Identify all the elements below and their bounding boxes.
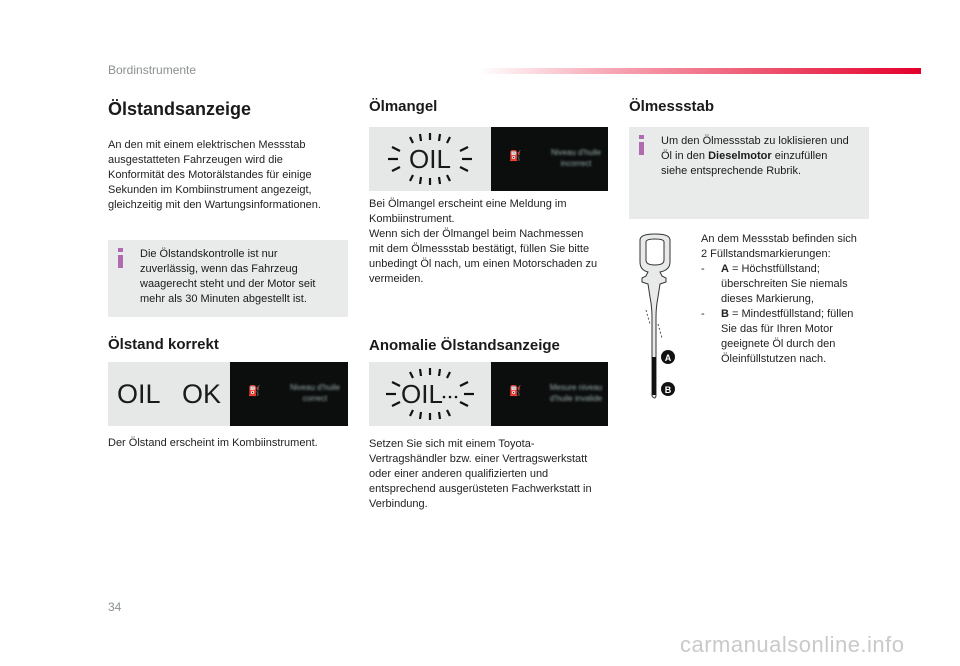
page-number: 34 <box>108 600 122 614</box>
oil-invalid-display-image <box>369 362 608 426</box>
display-message: Niveau d'huile incorrect <box>550 148 601 168</box>
dash: - <box>701 263 705 275</box>
mark-a-text: A = Höchstfüllstand; überschreiten Sie niemals dieses Markierung, <box>721 263 848 305</box>
display-message: Mesure niveau d'huile invalide <box>549 383 603 403</box>
dash: - <box>701 308 705 320</box>
oil-label: OIL <box>401 378 443 409</box>
title-oelmangel: Ölmangel <box>369 98 438 115</box>
section-header: Bordinstrumente <box>108 63 197 77</box>
oil-can-icon: ⛽ <box>248 386 261 397</box>
mark-b-text: B = Mindestfüllstand; füllen Sie das für Ihren Motor geeignete Öl durch den Öleinfüllstutzen nach. <box>721 308 854 365</box>
marker-a-icon: A <box>664 353 672 363</box>
oelmangel-text: Bei Ölmangel erscheint eine Meldung im Kombiinstrument. Wenn sich der Ölmangel beim Nachmessen mit dem Ölmessstab bestätigt, füllen Sie bitte unbedingt Öl nach, um einen Motorschaden zu vermeiden. <box>369 198 598 285</box>
korrekt-text: Der Ölstand erscheint im Kombiinstrument. <box>108 437 318 449</box>
header-bar <box>478 68 921 74</box>
title-oelstand-korrekt: Ölstand korrekt <box>108 336 219 353</box>
info-box-left <box>108 240 348 317</box>
title-oelmessstab: Ölmessstab <box>629 98 715 115</box>
display-message: Niveau d'huile correct <box>289 383 340 403</box>
info-icon <box>118 248 123 268</box>
oil-can-icon: ⛽ <box>509 386 522 397</box>
info-text: Die Ölstandskontrolle ist nur zuverlässig, wenn das Fahrzeug waagerecht steht und der Motor seit mehr als 30 Minuten abgestellt ist. <box>140 248 316 305</box>
oil-label: OIL <box>409 143 451 174</box>
watermark: carmanualsonline.info <box>680 632 905 657</box>
info-text: Um den Ölmessstab zu loklisieren und Öl in den Dieselmotor einzufüllen siehe entsprechende Rubrik. <box>661 135 849 177</box>
title-anomalie: Anomalie Ölstandsanzeige <box>369 337 560 354</box>
anomalie-text: Setzen Sie sich mit einem Toyota- Vertragshändler bzw. einer Vertragswerkstatt oder einer anderen qualifizierten und entsprechend ausgerüsteten Fachwerkstatt in Verbindung. <box>369 438 592 510</box>
info-icon <box>639 135 644 155</box>
oil-ok-display-image <box>108 362 348 426</box>
oil-can-icon: ⛽ <box>509 151 522 162</box>
marker-b-icon: B <box>664 385 672 395</box>
intro-text: An den mit einem elektrischen Messstab ausgestatteten Fahrzeugen wird die Konformität des Motorälstandes für einige Sekunden im Kombiinstrument angezeigt, gleichzeitig mit den Wartungsinformationen. <box>108 139 321 211</box>
oil-low-display-image <box>369 127 608 191</box>
dipstick-intro: An dem Messstab befinden sich 2 Füllstandsmarkierungen: <box>701 233 857 260</box>
oil-ok-label: OIL OK <box>116 378 222 409</box>
info-box-right <box>629 127 869 219</box>
title-oelstandsanzeige: Ölstandsanzeige <box>108 99 252 119</box>
dipstick-illustration <box>630 232 680 402</box>
